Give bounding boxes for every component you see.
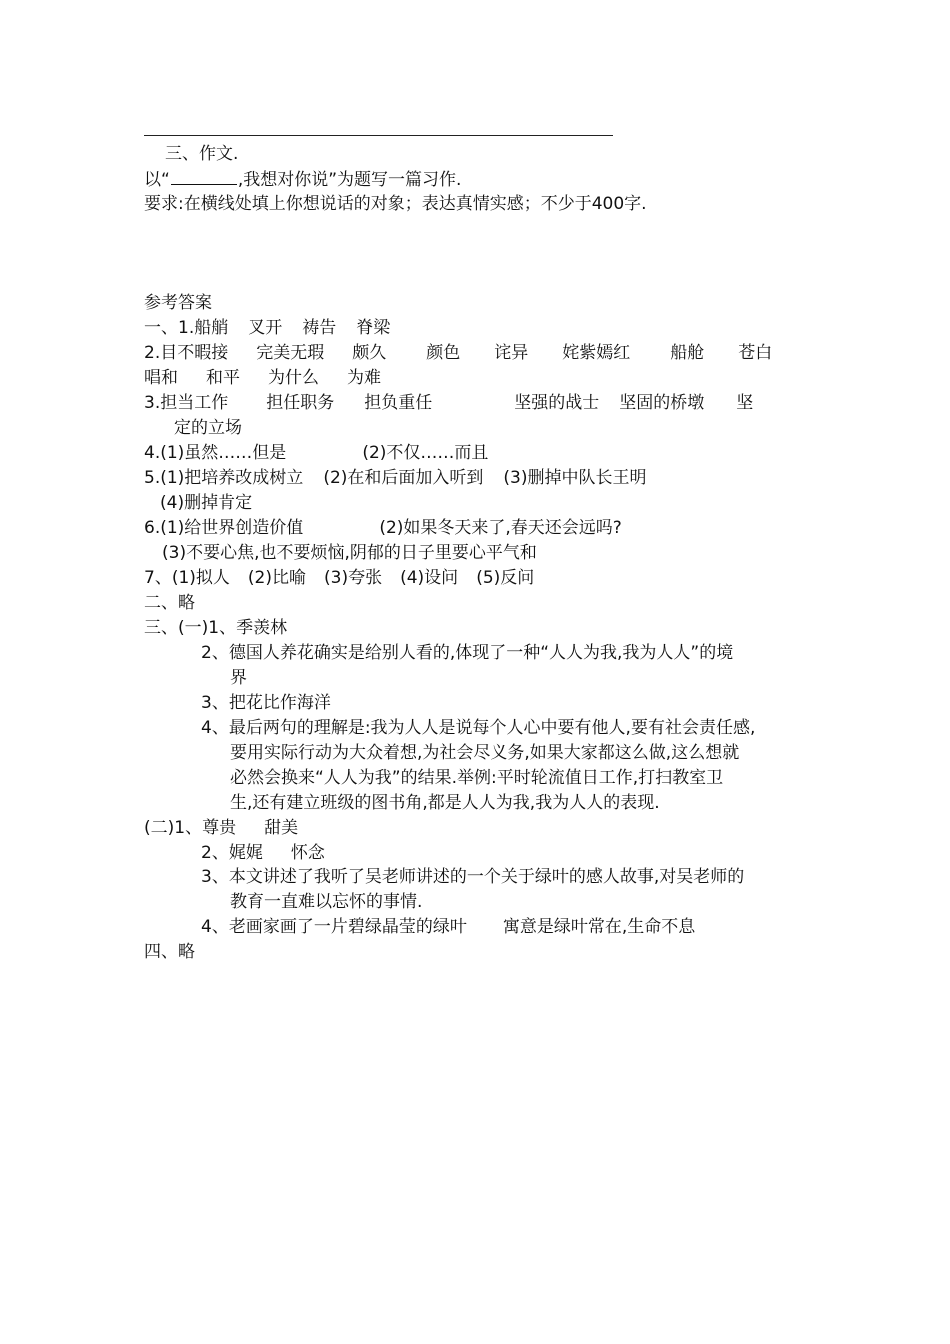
answer-1-7: 7、(1)拟人 (2)比喻 (3)夸张 (4)设问 (5)反问 (144, 568, 535, 588)
essay-prompt (144, 168, 461, 191)
answer-1-4: 4.(1)虽然……但是 (2)不仅……而且 (144, 443, 489, 463)
answer-3-1-4: 4、最后两句的理解是:我为人人是说每个人心中要有他人,要有社会责任感, (201, 718, 756, 738)
answer-3-2-2: 2、娓娓 怀念 (201, 843, 325, 863)
answer-3-2-4: 4、老画家画了一片碧绿晶莹的绿叶 寓意是绿叶常在,生命不息 (201, 917, 696, 937)
answer-1-2: 2.目不暇接 完美无瑕 颇久 颜色 诧异 姹紫嫣红 船舱 苍白 (144, 343, 773, 363)
essay-prompt-suffix: ,我想对你说”为题写一篇习作. (237, 170, 462, 190)
answer-3-1-1: 三、(一)1、季羡林 (144, 618, 288, 638)
top-divider-line (144, 135, 613, 136)
answer-1-3: 3.担当工作 担任职务 担负重任 坚强的战士 坚固的桥墩 坚 (144, 393, 754, 413)
answer-1-1: 一、1.船艄 叉开 祷告 脊梁 (144, 318, 391, 338)
answer-3-1-4-cont-2: 必然会换来“人人为我”的结果.举例:平时轮流值日工作,打扫教室卫 (230, 768, 724, 788)
answer-3-1-4-cont-1: 要用实际行动为大众着想,为社会尽义务,如果大家都这么做,这么想就 (230, 743, 740, 763)
essay-requirement: 要求:在横线处填上你想说话的对象；表达真情实感；不少于400字. (144, 194, 647, 214)
fill-in-blank (171, 168, 237, 185)
answer-1-5: 5.(1)把培养改成树立 (2)在和后面加入听到 (3)删掉中队长王明 (144, 468, 647, 488)
answer-3-1-3: 3、把花比作海洋 (201, 693, 331, 713)
answer-1-2-cont: 唱和 和平 为什么 为难 (144, 368, 381, 388)
answer-2: 二、略 (144, 593, 195, 613)
answer-1-3-cont: 定的立场 (174, 418, 242, 438)
answer-4: 四、略 (144, 942, 195, 962)
answer-3-1-2-cont: 界 (230, 668, 247, 688)
answer-3-1-2: 2、德国人养花确实是给别人看的,体现了一种“人人为我,我为人人”的境 (201, 643, 734, 663)
answer-3-2-1: (二)1、尊贵 甜美 (144, 818, 299, 838)
answer-1-6: 6.(1)给世界创造价值 (2)如果冬天来了,春天还会远吗? (144, 518, 622, 538)
answer-1-5-cont: (4)删掉肯定 (160, 493, 253, 513)
answer-3-2-3: 3、本文讲述了我听了吴老师讲述的一个关于绿叶的感人故事,对吴老师的 (201, 867, 745, 887)
answers-title: 参考答案 (144, 293, 212, 313)
answer-3-1-4-cont-3: 生,还有建立班级的图书角,都是人人为我,我为人人的表现. (230, 793, 660, 813)
essay-prompt-prefix: 以“ (144, 170, 170, 190)
answer-1-6-cont: (3)不要心焦,也不要烦恼,阴郁的日子里要心平气和 (162, 543, 537, 563)
essay-heading: 三、作文. (165, 144, 239, 164)
answer-3-2-3-cont: 教育一直难以忘怀的事情. (230, 892, 423, 912)
